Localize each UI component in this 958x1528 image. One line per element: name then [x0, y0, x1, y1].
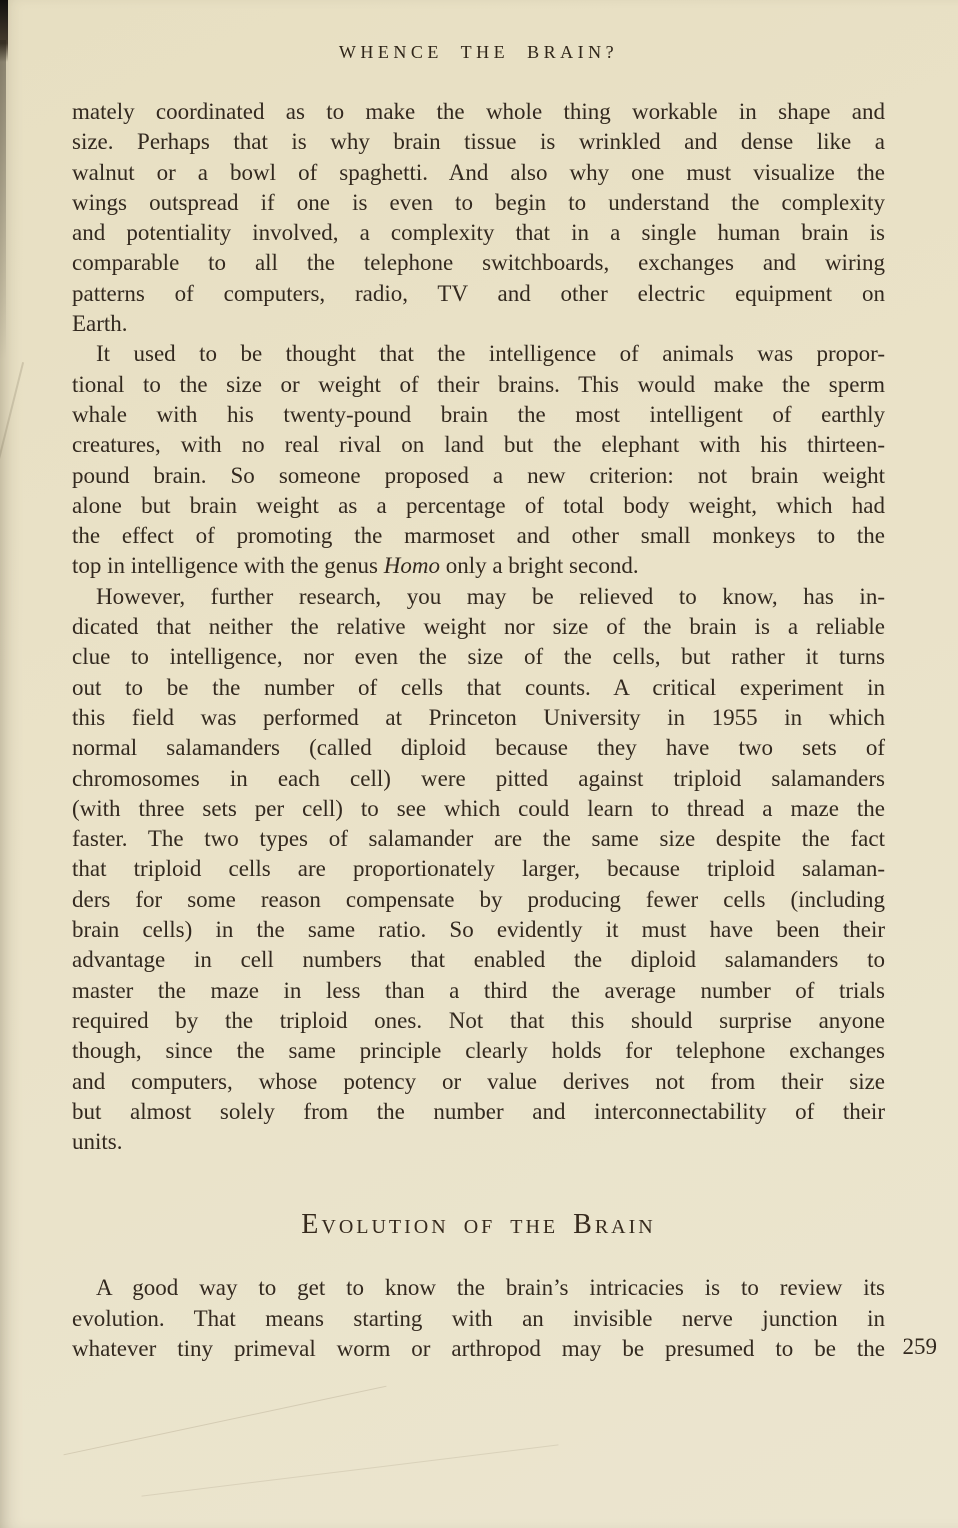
paper-scratch [64, 1386, 387, 1456]
text-line: though, since the same principle clearly holds for telephone exchanges [72, 1038, 885, 1064]
text-line: whale with his twenty-pound brain the most intelligent of earthly [72, 401, 885, 427]
text-line: but almost solely from the number and interconnectability of their [72, 1098, 885, 1124]
paragraph [72, 582, 885, 1158]
paper-crease [0, 362, 24, 508]
text-line: brain cells) in the same ratio. So evidently it must have been their [72, 917, 885, 943]
text-line: the effect of promoting the marmoset and other small monkeys to the [72, 523, 885, 549]
text-segment: only a bright second. [439, 553, 639, 579]
text-line: ders for some reason compensate by producing fewer cells (including [72, 886, 885, 912]
text-line: However, further research, you may be relieved to know, has in- [96, 583, 885, 609]
text-line: alone but brain weight as a percentage of total body weight, which had [72, 492, 885, 518]
text-line: (with three sets per cell) to see which could learn to thread a maze the [72, 795, 885, 821]
text-segment: top in intelligence with the genus [72, 553, 384, 579]
text-line: clue to intelligence, nor even the size of the cells, but rather it turns [72, 644, 885, 670]
text-line: creatures, with no real rival on land but the elephant with his thirteen- [72, 432, 885, 458]
text-line: wings outspread if one is even to begin to understand the complexity [72, 189, 885, 215]
text-line: pound brain. So someone proposed a new criterion: not brain weight [72, 462, 885, 488]
paragraph [72, 97, 885, 339]
text-line: comparable to all the telephone switchboards, exchanges and wiring [72, 250, 885, 276]
text-line: tional to the size or weight of their brains. This would make the sperm [72, 371, 885, 397]
paper-scratch [142, 1444, 559, 1496]
paragraph [72, 339, 885, 581]
text-line: mately coordinated as to make the whole thing workable in shape and [72, 99, 885, 124]
text-line: that triploid cells are proportionately larger, because triploid salaman- [72, 856, 885, 882]
text-line: walnut or a bowl of spaghetti. And also why one must visualize the [72, 159, 885, 185]
text-line: master the maze in less than a third the average number of trials [72, 977, 885, 1003]
section-heading: Evolution of the Brain [301, 1209, 656, 1241]
text-line: out to be the number of cells that counts. A critical experiment in [72, 674, 885, 700]
page-edge-shadow [0, 40, 6, 360]
text-block [72, 97, 885, 1364]
text-line: It used to be thought that the intelligence of animals was propor- [96, 341, 885, 367]
paragraph [72, 1273, 885, 1364]
text-line: patterns of computers, radio, TV and other electric equipment on [72, 280, 885, 306]
italic-genus: Homo [383, 553, 440, 579]
text-line: whatever tiny primeval worm or arthropod may be presumed to be the [72, 1335, 885, 1361]
text-line: Earth. [72, 311, 128, 337]
page-number: 259 [902, 1334, 937, 1359]
text-line: required by the triploid ones. Not that this should surprise anyone [72, 1007, 885, 1033]
text-line: normal salamanders (called diploid because they have two sets of [72, 735, 885, 761]
text-line: advantage in cell numbers that enabled the diploid salamanders to [72, 947, 885, 973]
text-line: and potentiality involved, a complexity that in a single human brain is [72, 220, 885, 246]
text-line: units. [72, 1129, 123, 1155]
text-line [72, 551, 885, 581]
text-line: chromosomes in each cell) were pitted against triploid salamanders [72, 765, 885, 791]
text-line: this field was performed at Princeton University in 1955 in which [72, 704, 885, 730]
text-line: and computers, whose potency or value derives not from their size [72, 1068, 885, 1094]
text-line: evolution. That means starting with an invisible nerve junction in [72, 1305, 885, 1331]
running-header: WHENCE THE BRAIN? [338, 42, 619, 62]
text-line: A good way to get to know the brain’s intricacies is to review its [96, 1275, 885, 1301]
text-line: size. Perhaps that is why brain tissue is wrinkled and dense like a [72, 129, 885, 155]
text-line: faster. The two types of salamander are the same size despite the fact [72, 826, 885, 852]
text-line: dicated that neither the relative weight nor size of the brain is a reliable [72, 614, 885, 640]
